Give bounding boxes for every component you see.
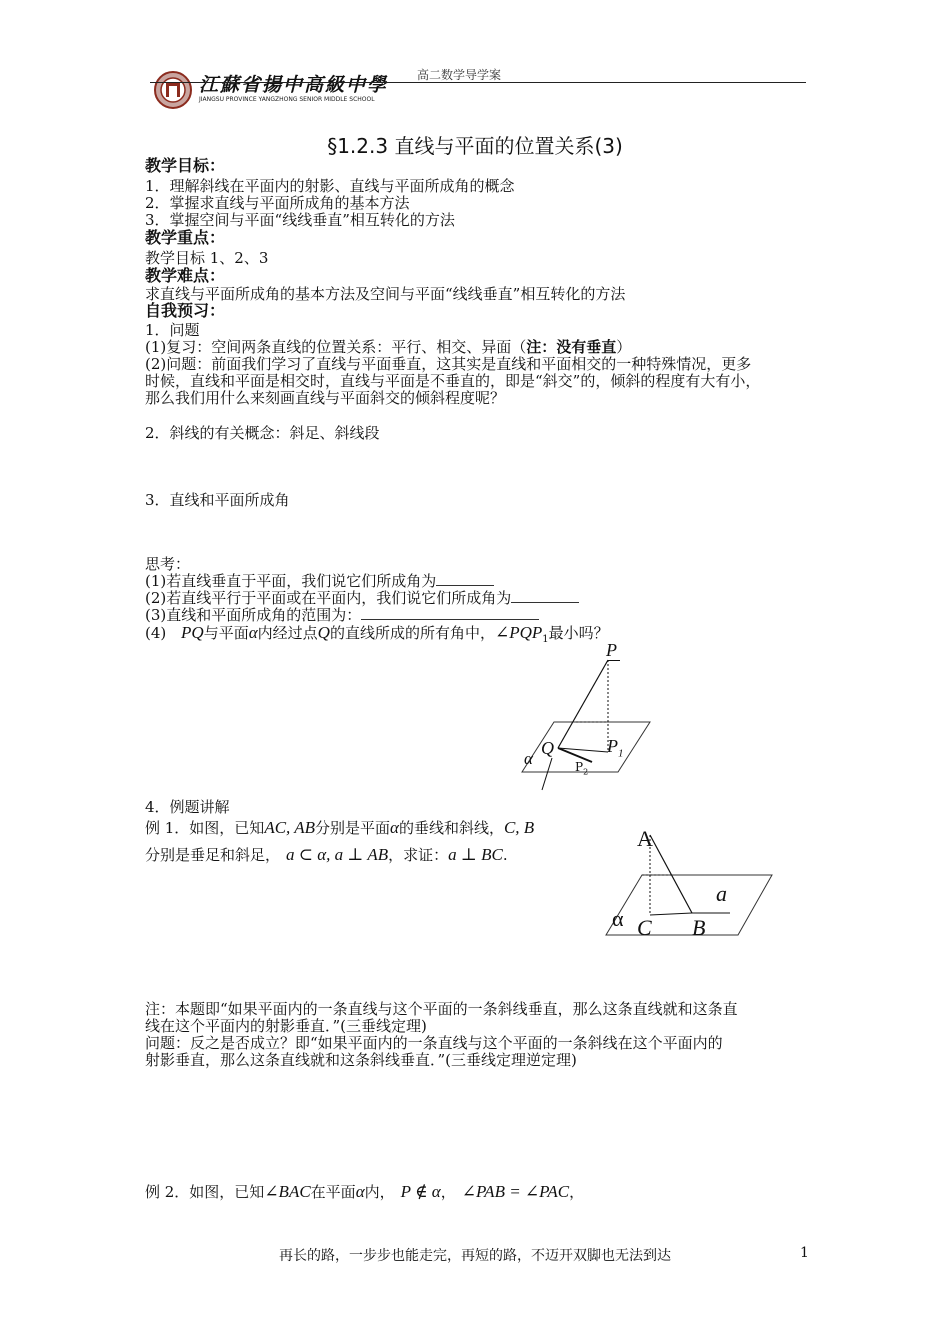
label-p1-letter: P (607, 736, 618, 756)
example-1-text: 分别是垂足和斜足， (145, 846, 281, 864)
math-alpha: α (355, 1182, 365, 1201)
label-q: Q (541, 738, 554, 758)
label-p1-sub: 1 (618, 747, 624, 760)
difficulties-heading: 教学难点： (145, 266, 226, 285)
thinking-title: 思考： (145, 555, 191, 573)
label-a-line: a (716, 881, 727, 906)
segment-cb (650, 913, 692, 915)
example-2-text: 在平面 (310, 1183, 356, 1201)
goal-item: 1．理解斜线在平面内的射影、直线与平面所成角的概念 (145, 177, 515, 195)
label-p: P (606, 640, 617, 660)
label-p2-sub: 2 (583, 767, 589, 777)
math-alpha: α (248, 623, 258, 642)
math-angle-bac: ∠BAC (264, 1182, 311, 1201)
preview-heading: 自我预习： (145, 301, 226, 320)
figure-three-perpendiculars (600, 825, 780, 945)
answer-blank (436, 585, 494, 586)
math-ac-ab: AC, AB (264, 818, 315, 837)
math-subscript: 1 (542, 634, 549, 645)
thinking-2-text: (2)若直线平行于平面或在平面内，我们说它们所成角为 (145, 589, 512, 607)
label-p2-letter: P (575, 760, 584, 774)
example-2-text: 例 2．如图，已知 (145, 1183, 265, 1201)
question-1-review (145, 339, 631, 356)
example-2-text: 内， (364, 1183, 395, 1201)
example-1-text: 的垂线和斜线， (398, 819, 504, 837)
thinking-3 (145, 607, 539, 624)
label-alpha: α (524, 749, 533, 768)
example-1-text: 分别是平面 (315, 819, 391, 837)
example-1-line-2 (145, 846, 508, 864)
goal-item: 3．掌握空间与平面“线线垂直”相互转化的方法 (145, 211, 455, 229)
question-3: 3．直线和平面所成角 (145, 491, 290, 509)
note-line: 问题：反之是否成立？即“如果平面内的一条直线与这个平面的一条斜线在这个平面内的 (145, 1034, 723, 1052)
note-line: 线在这个平面内的射影垂直．”(三垂线定理) (145, 1017, 427, 1035)
label-c: C (637, 915, 652, 940)
school-name-en: JIANGSU PROVINCE YANGZHONG SENIOR MIDDLE SCHOOL (199, 96, 375, 103)
question-1-title: 1．问题 (145, 321, 200, 339)
answer-blank (511, 602, 579, 603)
example-2-text: ， (440, 1183, 456, 1201)
segment-pq (558, 660, 608, 748)
school-name-cn: 江蘇省揚中高級中學 (199, 74, 389, 96)
question-1-problem: 那么我们用什么来刻画直线与平面斜交的倾斜程度呢？ (145, 389, 506, 407)
question-1-problem: (2)问题：前面我们学习了直线与平面垂直，这其实是直线和平面相交的一种特殊情况，更多 (145, 355, 752, 373)
math-p-not-in-alpha: P ∉ α (400, 1182, 441, 1201)
label-a-point: A (637, 826, 653, 851)
label-b: B (692, 915, 706, 940)
review-prefix: (1)复习：空间两条直线的位置关系：平行、相交、异面（ (145, 338, 527, 356)
answer-blank (361, 619, 539, 620)
header-rule (150, 82, 806, 83)
example-1-end: . (502, 846, 508, 864)
thinking-1 (145, 573, 494, 590)
example-2-text: ， (569, 1183, 585, 1201)
math-goal: a ⊥ BC (448, 845, 503, 864)
example-2 (145, 1183, 584, 1201)
question-1-problem: 时候，直线和平面是相交时，直线与平面是不垂直的，即是“斜交”的，倾斜的程度有大有小， (145, 372, 761, 390)
key-points-heading: 教学重点： (145, 228, 226, 247)
footer-motto: 再长的路，一步步也能走完，再短的路，不迈开双脚也无法到达 (279, 1248, 671, 1264)
goal-item: 2．掌握求直线与平面所成角的基本方法 (145, 194, 410, 212)
review-note: 注：没有垂直 (526, 338, 617, 356)
note-line: 注：本题即“如果平面内的一条直线与这个平面的一条斜线垂直，那么这条直线就和这条直 (145, 1000, 738, 1018)
plane-alpha (606, 875, 772, 935)
example-1-line-1 (145, 819, 534, 837)
segment-below-plane (542, 758, 552, 790)
example-1-text: ，求证： (388, 846, 449, 864)
math-pq: PQ (181, 623, 204, 642)
thinking-4-text: 最小吗？ (548, 624, 609, 642)
note-line: 射影垂直，那么这条直线就和这条斜线垂直．”(三垂线定理逆定理) (145, 1051, 577, 1069)
thinking-1-text: (1)若直线垂直于平面，我们说它们所成角为 (145, 572, 437, 590)
page-title: §1.2.3 直线与平面的位置关系(3) (327, 134, 623, 158)
label-p1 (607, 736, 624, 760)
goals-heading: 教学目标： (145, 156, 226, 175)
figure-oblique-line (510, 640, 670, 800)
label-p2 (575, 760, 588, 776)
question-2: 2．斜线的有关概念：斜足、斜线段 (145, 424, 380, 442)
thinking-4-num: (4) (145, 624, 167, 642)
difficulties-text: 求直线与平面所成角的基本方法及空间与平面“线线垂直”相互转化的方法 (145, 285, 626, 303)
school-emblem-icon (153, 70, 193, 110)
page-number: 1 (800, 1245, 809, 1261)
course-header: 高二数学导学案 (417, 68, 502, 82)
label-p-underline (608, 660, 620, 661)
math-angle-equality: ∠PAB = ∠PAC (461, 1182, 570, 1201)
thinking-3-text: (3)直线和平面所成角的范围为： (145, 606, 362, 624)
key-points-text: 教学目标 1、2、3 (145, 249, 269, 267)
review-suffix: ） (616, 338, 632, 356)
thinking-4-text: 的直线所成的所有角中， (329, 624, 495, 642)
label-alpha: α (612, 906, 624, 931)
math-c-b: C, B (503, 818, 535, 837)
math-condition: a ⊂ α, a ⊥ AB (286, 845, 389, 864)
math-angle-pqp1: ∠PQP (494, 623, 543, 642)
math-q: Q (317, 623, 330, 642)
thinking-2 (145, 590, 579, 607)
thinking-4-text: 与平面 (203, 624, 249, 642)
example-1-text: 例 1．如图，已知 (145, 819, 265, 837)
examples-heading: 4．例题讲解 (145, 798, 230, 816)
segment-ab (650, 835, 692, 913)
thinking-4-text: 内经过点 (257, 624, 318, 642)
school-logo (153, 68, 389, 110)
math-alpha: α (390, 818, 399, 837)
